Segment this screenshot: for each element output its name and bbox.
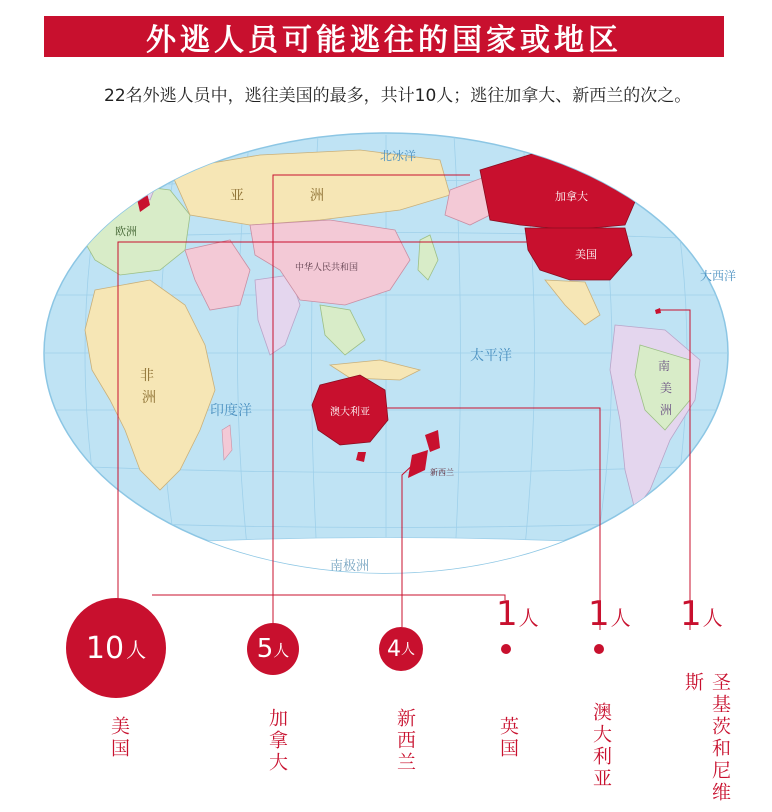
stat-skn-country: 圣基茨和尼维斯 [682, 672, 731, 804]
stat-canada-unit: 人 [273, 640, 290, 660]
label-europe: 欧洲 [115, 225, 137, 238]
label-africa-a: 非 [140, 368, 154, 384]
label-atlantic: 大西洋 [700, 269, 737, 283]
stat-australia-unit: 人 [610, 606, 631, 630]
intro-text: 22名外逃人员中，逃往美国的最多，共计10人；逃往加拿大、新西兰的次之。 [104, 86, 692, 106]
stat-newzealand-unit: 人 [401, 642, 415, 658]
label-asia-b: 洲 [310, 188, 324, 204]
stat-uk-country: 英国 [497, 716, 519, 760]
label-usa: 美国 [575, 248, 597, 261]
stat-newzealand-country: 新西兰 [394, 708, 416, 774]
stat-skn-count: 1 [680, 594, 702, 634]
label-south-america-b: 美 [660, 381, 673, 395]
stat-uk-unit: 人 [518, 606, 539, 630]
label-arctic: 北冰洋 [380, 149, 417, 163]
label-china: 中华人民共和国 [295, 263, 359, 273]
world-map [0, 130, 772, 600]
stat-uk-count: 1 [496, 594, 518, 634]
label-pacific: 太平洋 [470, 348, 512, 364]
label-canada: 加拿大 [555, 190, 588, 203]
stat-australia-country: 澳大利亚 [590, 702, 612, 790]
label-south-america-c: 洲 [660, 403, 673, 417]
antarctica-land [40, 538, 732, 601]
label-indian: 印度洋 [210, 403, 252, 419]
stat-skn-unit: 人 [702, 606, 723, 630]
page-title: 外逃人员可能逃往的国家或地区 [44, 16, 724, 57]
label-antarctica: 南极洲 [330, 559, 370, 574]
stat-usa-unit: 人 [126, 637, 147, 662]
stat-usa-count: 10 [85, 630, 125, 666]
label-south-america-a: 南 [658, 359, 671, 373]
label-australia: 澳大利亚 [330, 407, 370, 418]
label-newzealand: 新西兰 [430, 468, 454, 477]
label-asia-a: 亚 [230, 188, 244, 204]
label-africa-b: 洲 [142, 390, 156, 406]
greenland-land [585, 130, 650, 170]
stat-newzealand-count: 4 [387, 636, 401, 662]
stat-canada-country: 加拿大 [266, 708, 288, 774]
stat-usa-country: 美国 [108, 716, 130, 760]
stat-connector-stubs [0, 600, 772, 660]
stat-australia-count: 1 [588, 594, 610, 634]
stat-canada-count: 5 [256, 634, 274, 664]
